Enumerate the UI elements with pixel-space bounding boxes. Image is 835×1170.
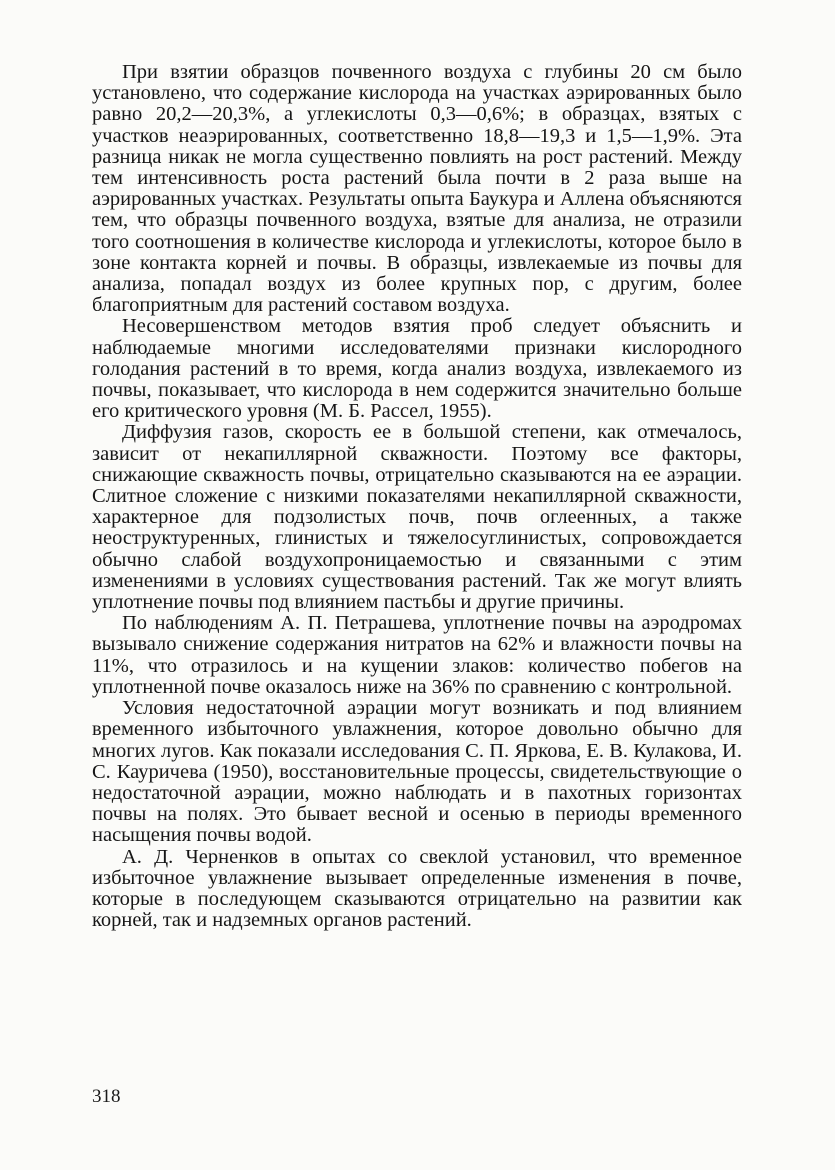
page-number: 318 (92, 1086, 121, 1107)
paragraph-sampling-methods: Несовершенством методов взятия проб следует объяснить и наблюдаемые многими исследователями признаки кислородного голодания растений в то время, когда анализ воздуха, извлекаемого из почвы, показывает, что кислорода в нем содержится значительно больше его критического уровня (М. Б. Рассел, 1955). (92, 315, 742, 423)
body-text (92, 62, 742, 931)
paragraph-petrashev-observations: По наблюдениям А. П. Петрашева, уплотнение почвы на аэродромах вызывало снижение содержания нитратов на 62% и влажности почвы на 11%, что отразилось и на кущении злаков: количество побегов на уплотненной почве оказалось ниже на 36% по сравнению с контрольной. (92, 612, 742, 698)
paragraph-chernenkov-experiments: А. Д. Черненков в опытах со свеклой установил, что временное избыточное увлажнение вызывает определенные изменения в почве, которые в последующем сказываются отрицательно на развитии как корней, так и надземных органов растений. (92, 845, 742, 932)
paragraph-insufficient-aeration: Условия недостаточной аэрации могут возникать и под влиянием временного избыточного увлажнения, которое довольно обычно для многих лугов. Как показали исследования С. П. Яркова, Е. В. Кулакова, И. С. Кауричева (1950), восстановительные процессы, свидетельствующие о недостаточной аэрации, можно наблюдать и в пахотных горизонтах почвы на полях. Это бывает весной и осенью в периоды временного насыщения почвы водой. (92, 697, 742, 847)
paragraph-soil-air-samples: При взятии образцов почвенного воздуха с глубины 20 см было установлено, что содержание кислорода на участках аэрированных было равно 20,2—20,3%, а углекислоты 0,3—0,6%; в образцах, взятых с участков неаэрированных, соответственно 18,8—19,3 и 1,5—1,9%. Эта разница никак не могла существенно повлиять на рост растений. Между тем интенсивность роста растений была почти в 2 раза выше на аэрированных участках. Результаты опыта Баукура и Аллена объясняются тем, что образцы почвенного воздуха, взятые для анализа, не отразили того соотношения в количестве кислорода и углекислоты, которое было в зоне контакта корней и почвы. В образцы, извлекаемые из почвы для анализа, попадал воздух из более крупных пор, с другим, более благоприятным для растений составом воздуха. (92, 61, 742, 317)
paragraph-gas-diffusion: Диффузия газов, скорость ее в большой степени, как отмечалось, зависит от некапиллярной скважности. Поэтому все факторы, снижающие скважность почвы, отрицательно сказываются на ее аэрации. Слитное сложение с низкими показателями некапиллярной скважности, характерное для подзолистых почв, почв оглеенных, а также неоструктуренных, глинистых и тяжелосуглинистых, сопровождается обычно слабой воздухопроницаемостью и связанными с этим изменениями в условиях существования растений. Так же могут влиять уплотнение почвы под влиянием пастьбы и другие причины. (92, 421, 742, 614)
